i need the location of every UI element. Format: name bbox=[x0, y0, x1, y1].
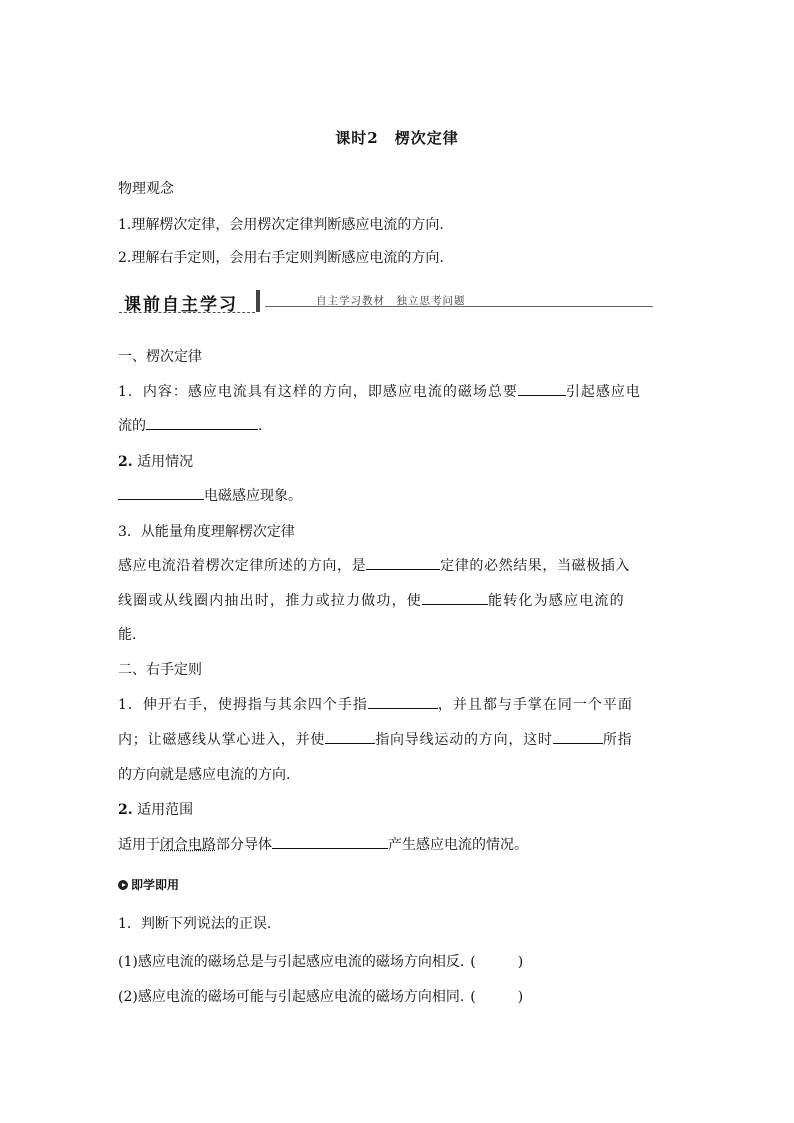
fill-blank[interactable] bbox=[118, 485, 204, 500]
text: 流的 bbox=[118, 418, 146, 434]
banner-label: 课前自主学习 bbox=[124, 295, 238, 315]
section1-p3-line1 bbox=[118, 555, 630, 575]
text: 定律的必然结果，当磁极插入 bbox=[440, 558, 631, 574]
answer-paren-open: ( bbox=[470, 989, 476, 1005]
text: 部分导体 bbox=[216, 837, 272, 853]
section1-p1-line2 bbox=[118, 415, 262, 435]
banner-subtitle: 自主学习教材 独立思考问题 bbox=[316, 295, 466, 307]
page-title: 课时2 楞次定律 bbox=[335, 129, 459, 147]
text: 线圈或从线圈内抽出时，推力或拉力做功，使 bbox=[118, 593, 422, 609]
text: 适用于 bbox=[118, 837, 160, 853]
section1-p2-body bbox=[118, 485, 302, 505]
text: 引起感应电 bbox=[565, 384, 641, 400]
text: 能转化为感应电流的 bbox=[488, 593, 625, 609]
fill-blank[interactable] bbox=[366, 555, 440, 570]
concept-item-2: 2.理解右手定则，会用右手定则判断感应电流的方向. bbox=[118, 250, 444, 266]
text: 适用情况 bbox=[137, 454, 194, 470]
answer-paren-close: ) bbox=[517, 989, 524, 1005]
section1-p3-line3: 能. bbox=[118, 627, 137, 643]
item-number: 2. bbox=[118, 802, 133, 818]
text: 适用范围 bbox=[137, 802, 194, 818]
section2-p1-line1 bbox=[118, 694, 633, 714]
fill-blank[interactable] bbox=[325, 729, 375, 744]
section1-p1-line1 bbox=[118, 381, 641, 401]
text: ，并且都与手掌在同一个平面 bbox=[437, 697, 633, 713]
section2-p2-body bbox=[118, 834, 528, 854]
text: 所指 bbox=[602, 732, 633, 748]
fill-blank[interactable] bbox=[146, 415, 258, 430]
answer-paren-open: ( bbox=[470, 954, 476, 970]
section2-p2-heading bbox=[118, 799, 193, 819]
text: 指向导线运动的方向，这时 bbox=[375, 732, 553, 748]
section1-p2-heading bbox=[118, 451, 193, 471]
concepts-heading: 物理观念 bbox=[118, 181, 174, 197]
section1-p3-line2 bbox=[118, 590, 625, 610]
text: 内；让磁感线从掌心进入，并使 bbox=[118, 732, 326, 748]
text: (1)感应电流的磁场总是与引起感应电流的磁场方向相反. bbox=[118, 954, 465, 970]
concept-item-1: 1.理解楞次定律，会用楞次定律判断感应电流的方向. bbox=[118, 217, 444, 233]
practice-heading bbox=[118, 876, 179, 893]
section2-heading: 二、右手定则 bbox=[118, 662, 202, 678]
question-1-1 bbox=[118, 951, 523, 971]
text: (2)感应电流的磁场可能与引起感应电流的磁场方向相同. bbox=[118, 989, 465, 1005]
section2-p1-line3: 的方向就是感应电流的方向. bbox=[118, 767, 291, 783]
text: 感应电流沿着楞次定律所述的方向，是 bbox=[118, 558, 367, 574]
fill-blank[interactable] bbox=[553, 729, 603, 744]
section1-p3-heading: 3．从能量角度理解楞次定律 bbox=[118, 524, 295, 540]
text: 产生感应电流的情况。 bbox=[388, 837, 528, 853]
text: 电磁感应现象。 bbox=[204, 488, 302, 504]
section2-p1-line2 bbox=[118, 729, 632, 749]
fill-blank[interactable] bbox=[518, 381, 566, 396]
fill-blank[interactable] bbox=[422, 590, 488, 605]
text: 即学即用 bbox=[131, 878, 180, 892]
question-1-2 bbox=[118, 986, 523, 1006]
answer-paren-close: ) bbox=[517, 954, 524, 970]
fill-blank[interactable] bbox=[272, 834, 388, 849]
item-number: 2. bbox=[118, 454, 133, 470]
fill-blank[interactable] bbox=[368, 694, 438, 709]
text: 1．内容：感应电流具有这样的方向，即感应电流的磁场总要 bbox=[118, 384, 518, 400]
section1-heading: 一、楞次定律 bbox=[118, 349, 202, 365]
question-1: 1．判断下列说法的正误. bbox=[118, 916, 272, 932]
text-emphasis: 闭合电路 bbox=[160, 837, 216, 853]
play-circle-icon bbox=[118, 880, 128, 890]
text: 1．伸开右手，使拇指与其余四个手指 bbox=[118, 697, 368, 713]
text: . bbox=[258, 418, 263, 434]
banner-divider bbox=[256, 290, 260, 312]
